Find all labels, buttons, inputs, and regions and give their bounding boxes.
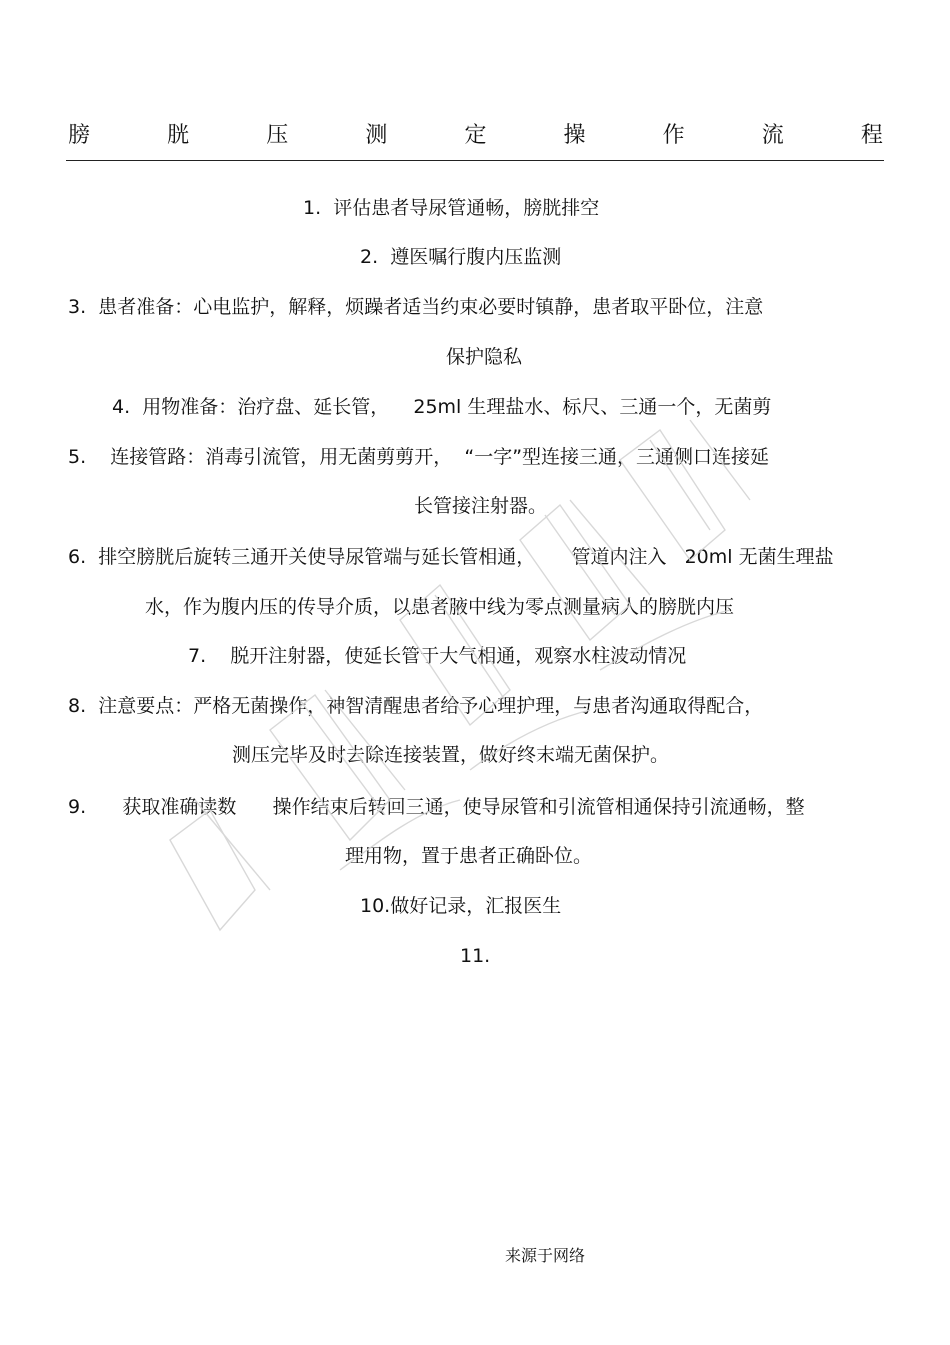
step-1: 1. 评估患者导尿管通畅，膀胱排空 [303, 197, 600, 219]
step-3-continued: 保护隐私 [446, 346, 523, 368]
title-char: 测 [365, 123, 388, 148]
step-4: 4. 用物准备：治疗盘、延长管， 25ml 生理盐水、标尺、三通一个，无菌剪 [112, 396, 772, 418]
step-8: 8. 注意要点：严格无菌操作，神智清醒患者给予心理护理，与患者沟通取得配合， [68, 695, 764, 717]
title-char: 作 [662, 123, 685, 148]
title-char: 膀 [68, 123, 91, 148]
step-5: 5. 连接管路：消毒引流管，用无菌剪剪开， “一字”型连接三通，三通侧口连接延 [68, 446, 770, 468]
step-3: 3. 患者准备：心电监护，解释，烦躁者适当约束必要时镇静，患者取平卧位，注意 [68, 296, 764, 318]
step-8-continued: 测压完毕及时去除连接装置，做好终末端无菌保护。 [232, 744, 670, 766]
document-title [68, 122, 883, 150]
step-9: 9. 获取准确读数 操作结束后转回三通，使导尿管和引流管相通保持引流通畅，整 [68, 796, 805, 818]
title-char: 胱 [167, 123, 190, 148]
title-divider [66, 160, 884, 161]
step-6-continued: 水，作为腹内压的传导介质，以患者腋中线为零点测量病人的膀胱内压 [145, 596, 735, 618]
title-char: 操 [563, 123, 586, 148]
source-footer: 来源于网络 [504, 1246, 585, 1265]
step-9-continued: 理用物，置于患者正确卧位。 [345, 845, 593, 867]
title-char: 定 [464, 123, 487, 148]
step-7: 7. 脱开注射器，使延长管于大气相通，观察水柱波动情况 [188, 645, 687, 667]
step-2: 2. 遵医嘱行腹内压监测 [360, 246, 562, 268]
step-10: 10.做好记录，汇报医生 [360, 895, 562, 917]
step-11: 11. [460, 945, 491, 967]
title-char: 流 [761, 123, 784, 148]
step-5-continued: 长管接注射器。 [414, 495, 548, 517]
step-6: 6. 排空膀胱后旋转三通开关使导尿管端与延长管相通， 管道内注入 20ml 无菌生理盐 [68, 546, 834, 568]
title-char: 压 [266, 123, 289, 148]
title-char: 程 [860, 123, 883, 148]
